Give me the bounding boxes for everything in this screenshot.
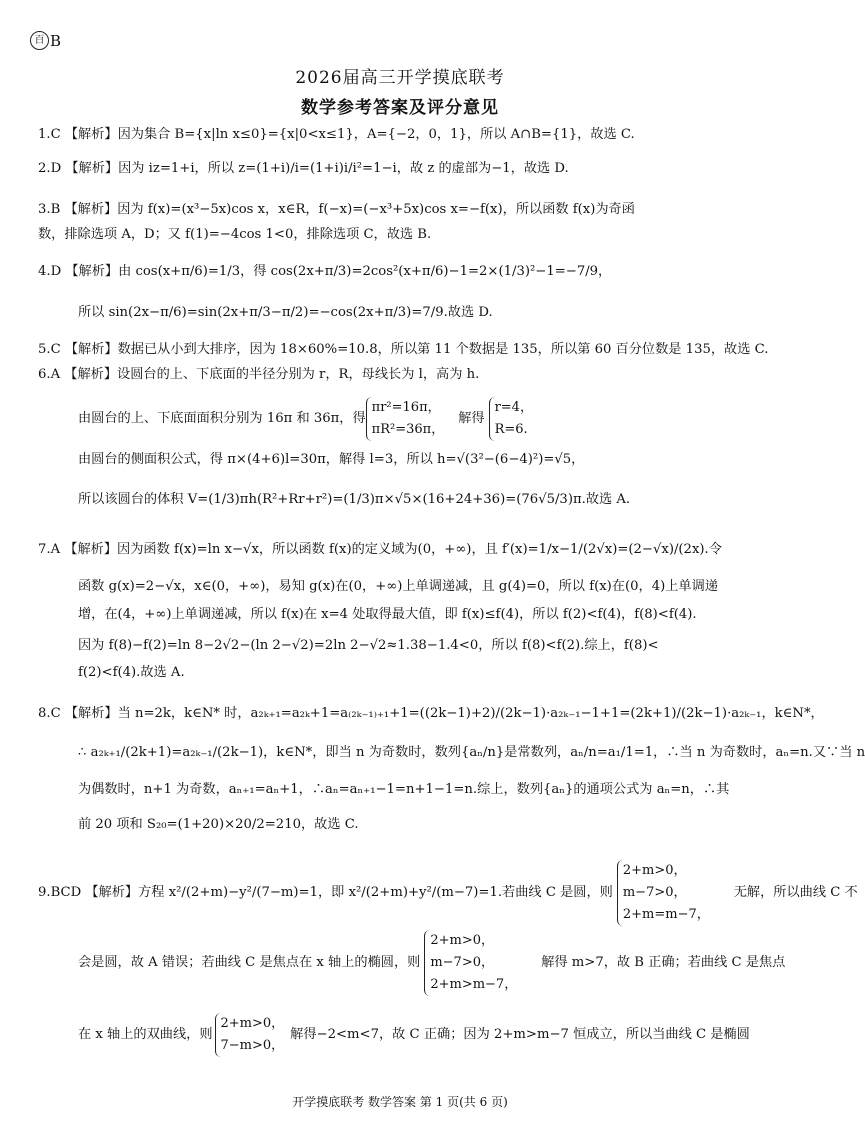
answer-5: 5.C 【解析】数据已从小到大排序，因为 18×60%=10.8，所以第 11 个数据是 135，所以第 60 百分位数是 135，故选 C. — [38, 342, 769, 357]
exam-title: 2026届高三开学摸底联考 — [295, 68, 505, 88]
answer-2: 2.D 【解析】因为 iz=1+i，所以 z=(1+i)/i=(1+i)i/i²=1−i，故 z 的虚部为−1，故选 D. — [38, 161, 569, 176]
answer-9-tail1: 无解，所以曲线 C 不 — [733, 885, 858, 900]
sol-R: R=6. — [494, 422, 528, 437]
answer-3-line1: 3.B 【解析】因为 f(x)=(x³−5x)cos x，x∈R，f(−x)=(−x³+5x)cos x=−f(x)，所以函数 f(x)为奇函 — [38, 202, 635, 217]
cond-e1: 2+m>0， — [430, 933, 494, 948]
answer-6-line1: 6.A 【解析】设圆台的上、下底面的半径分别为 r，R，母线长为 l，高为 h. — [38, 367, 480, 382]
cond-1: 2+m>0， — [622, 863, 687, 878]
cond-h1: 2+m>0， — [220, 1016, 285, 1031]
answer-7-line4: 因为 f(8)−f(2)=ln 8−2√2−(ln 2−√2)=2ln 2−√2≈1.38−1.4<0，所以 f(8)<f(2).综上，f(8)< — [78, 638, 659, 653]
answer-7-line5: f(2)<f(4).故选 A. — [78, 665, 185, 680]
answer-3-line2: 数，排除选项 A，D；又 f(1)=−4cos 1<0，排除选项 C，故选 B. — [38, 227, 432, 242]
answer-6-line2 — [78, 397, 533, 441]
answer-8-line3: 为偶数时，n+1 为奇数，aₙ₊₁=aₙ+1，∴aₙ=aₙ₊₁−1=n+1−1=n.综上，数列{aₙ}的通项公式为 aₙ=n，∴其 — [78, 782, 730, 797]
area-equation-system — [366, 397, 445, 441]
answer-7-line1: 7.A 【解析】因为函数 f(x)=ln x−√x，所以函数 f(x)的定义域为(0，+∞)，且 f′(x)=1/x−1/(2√x)=(2−√x)/(2x).令 — [38, 542, 722, 557]
answer-9-line1 — [38, 860, 858, 926]
eq-top-area: πr²=16π， — [371, 400, 441, 415]
brand-logo — [30, 31, 61, 50]
answer-9-text3: 在 x 轴上的双曲线，则 — [78, 1027, 213, 1042]
answer-8-line1: 8.C 【解析】当 n=2k，k∈N* 时，a₂ₖ₊₁=a₂ₖ+1=a₍₂ₖ₋₁₎₊₁+1=((2k−1)+2)/(2k−1)·a₂ₖ₋₁−1+1=(2k+1)/(2k−1)·a₂ₖ₋₁，k∈N*， — [38, 706, 824, 721]
ellipse-condition-system — [424, 930, 517, 996]
answer-6-line4: 所以该圆台的体积 V=(1/3)πh(R²+Rr+r²)=(1/3)π×√5×(16+24+36)=(76√5/3)π.故选 A. — [78, 492, 631, 507]
answer-9-text2: 会是圆，故 A 错误；若曲线 C 是焦点在 x 轴上的椭圆，则 — [78, 955, 421, 970]
eq-bottom-area: πR²=36π， — [371, 422, 445, 437]
cond-h2: 7−m>0， — [220, 1038, 285, 1053]
hyperbola-condition-system — [215, 1013, 285, 1057]
circle-condition-system — [617, 860, 710, 926]
radius-solution-system — [489, 397, 533, 441]
answer-1: 1.C 【解析】因为集合 B={x|ln x≤0}={x|0<x≤1}，A={−2，0，1}，所以 A∩B={1}，故选 C. — [38, 127, 635, 142]
answer-6-area-text: 由圆台的上、下底面面积分别为 16π 和 36π，得 — [78, 411, 366, 426]
answer-8-line2: ∴ a₂ₖ₊₁/(2k+1)=a₂ₖ₋₁/(2k−1)，k∈N*，即当 n 为奇数时，数列{aₙ/n}是常数列，aₙ/n=a₁/1=1，∴当 n 为奇数时，aₙ=n.又∵当 n — [78, 745, 865, 760]
answer-9-line2 — [78, 930, 785, 996]
answer-9-tail3: 解得−2<m<7，故 C 正确；因为 2+m>m−7 恒成立，所以当曲线 C 是椭圆 — [290, 1027, 750, 1042]
logo-letter: B — [50, 31, 62, 50]
cond-e2: m−7>0， — [430, 955, 494, 970]
answer-key-title: 数学参考答案及评分意见 — [301, 98, 499, 118]
answer-8-line4: 前 20 项和 S₂₀=(1+20)×20/2=210，故选 C. — [78, 817, 359, 832]
answer-4-line1: 4.D 【解析】由 cos(x+π/6)=1/3，得 cos(2x+π/3)=2cos²(x+π/6)−1=2×(1/3)²−1=−7/9， — [38, 264, 612, 279]
answer-9-text1: 9.BCD 【解析】方程 x²/(2+m)−y²/(7−m)=1，即 x²/(2+m)+y²/(m−7)=1.若曲线 C 是圆，则 — [38, 885, 613, 900]
sol-r: r=4， — [494, 400, 533, 415]
cond-e3: 2+m>m−7， — [430, 977, 518, 992]
answer-6-line3: 由圆台的侧面积公式，得 π×(4+6)l=30π，解得 l=3，所以 h=√(3²−(6−4)²)=√5， — [78, 452, 585, 467]
answer-4-line2: 所以 sin(2x−π/6)=sin(2x+π/3−π/2)=−cos(2x+π/3)=7/9.故选 D. — [78, 305, 493, 320]
cond-2: m−7>0， — [622, 885, 687, 900]
answer-9-line3 — [78, 1013, 750, 1057]
answer-9-tail2: 解得 m>7，故 B 正确；若曲线 C 是焦点 — [541, 955, 786, 970]
logo-circle: 百 — [30, 31, 49, 50]
cond-3: 2+m=m−7， — [622, 907, 710, 922]
solve-word: 解得 — [458, 411, 485, 426]
answer-7-line2: 函数 g(x)=2−√x，x∈(0，+∞)，易知 g(x)在(0，+∞)上单调递减，且 g(4)=0，所以 f(x)在(0，4)上单调递 — [78, 579, 718, 594]
page-footer: 开学摸底联考 数学答案 第 1 页(共 6 页) — [292, 1095, 508, 1109]
answer-7-line3: 增，在(4，+∞)上单调递减，所以 f(x)在 x=4 处取得最大值，即 f(x)≤f(4)，所以 f(2)<f(4)，f(8)<f(4). — [78, 607, 697, 622]
